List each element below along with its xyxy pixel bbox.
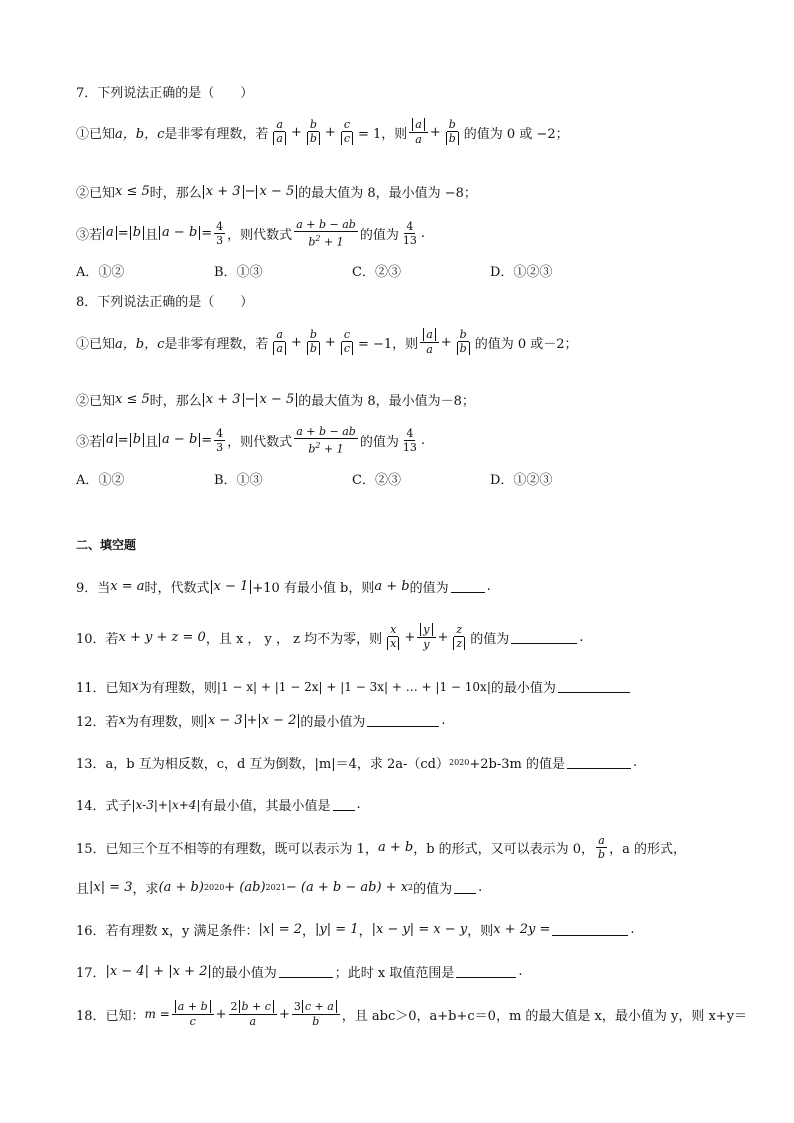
q8-s3-mid: ，则代数式	[227, 434, 293, 450]
q7-statement-1: ①已知 a，b，c 是非零有理数，若 $\frac{a}{a}$ + $\frac{b}{b}$ + $\frac{c}{c}$ = 1，则 $\frac{a}{a}$ + $\frac{b}{b}$ 的值为 0 或 −2；	[76, 118, 569, 146]
q7-s3-mid: ，则代数式	[227, 227, 293, 243]
q13-end: .	[632, 755, 638, 770]
q15-cond: |x| = 3	[89, 880, 133, 895]
fraction-4-3: $\frac{4}{3}$	[216, 426, 224, 454]
abs-a-minus-b: a − b	[159, 433, 200, 447]
q9-pre: 9．当	[76, 581, 111, 596]
q12-end: .	[441, 713, 446, 728]
q16-pre: 16．若有理数 x，y 满足条件：	[76, 924, 259, 939]
q16-sep-2: ，	[358, 924, 372, 939]
q8-s3-pre: ③若	[76, 434, 103, 450]
q12-mid: 为有理数，则	[125, 715, 204, 730]
q8-option-c[interactable]: C．②③	[352, 473, 401, 488]
q11-expression: |1 − x| + |1 − 2x| + |1 − 3x| + … + |1 − 10x|	[216, 679, 491, 694]
abs-x-minus-1: x − 1	[211, 580, 252, 594]
q7-s2-pre: ②已知	[76, 186, 116, 201]
q11-pre: 11．已知	[76, 681, 132, 696]
q7-option-d[interactable]: D．①②③	[490, 265, 553, 280]
answer-blank[interactable]	[456, 965, 516, 978]
fraction-4-13: $\frac{4}{13}$	[402, 426, 417, 454]
q7-s3-tail: 的值为	[359, 227, 399, 243]
q13-exponent: 2020	[449, 758, 470, 767]
q15-expr-1: (a + b)	[158, 880, 204, 895]
abs-a: a	[103, 433, 117, 447]
q12-var: x	[118, 713, 126, 728]
answer-blank[interactable]	[558, 680, 630, 693]
q8-s1-mid: 是非零有理数，若	[164, 336, 269, 352]
fraction-b-over-abs-b-2: $\frac{b}{b}$	[454, 328, 473, 356]
fraction-abs-a-over-a: $\frac{a}{a}$	[409, 118, 428, 146]
fraction-z-over-abs-z: $\frac{z}{z}$	[450, 623, 468, 651]
q15-line2-a: 且	[76, 882, 90, 897]
q16	[76, 920, 634, 939]
q8-heading	[76, 291, 253, 310]
answer-blank[interactable]	[333, 798, 355, 811]
q9-tail: 的值为	[409, 581, 449, 596]
q11-tail: 的最小值为	[490, 681, 556, 696]
fraction-3abs-c-plus-a-over-b: $\frac{3 c + a}{b}$	[292, 1000, 340, 1028]
answer-blank[interactable]	[511, 631, 577, 644]
q7-heading-text: 7．下列说法正确的是（ ）	[76, 86, 254, 101]
abs-x-minus-5: x − 5	[256, 393, 297, 407]
q16-expr: x + 2y =	[493, 922, 551, 937]
q14-expression: |x-3|+|x+4|	[131, 797, 201, 812]
q17	[76, 962, 523, 981]
q16-sep-1: ，	[302, 924, 316, 939]
q9-mid: 时，代数式	[144, 581, 210, 596]
q10-mid: ，且 x ， y ， z 均不为零，则	[205, 631, 383, 647]
answer-blank[interactable]	[367, 714, 439, 727]
q14	[76, 795, 361, 814]
q15-expr-2: + (ab)	[224, 880, 266, 895]
fraction-x-over-abs-x: $\frac{x}{x}$	[384, 623, 402, 651]
q18-tail: ，且 abc＞0，a+b+c＝0，m 的最大值是 x，最小值为 y，则 x+y＝	[341, 1008, 748, 1024]
q13-text-a: 13．a，b 互为相反数，c，d 互为倒数，|m|＝4，求 2a-（cd）	[76, 757, 449, 772]
q8-s1-eq: = −1，则	[357, 336, 419, 352]
q8-s2-mid: 时，那么	[149, 394, 202, 409]
abs-a: a	[103, 226, 117, 240]
q8-s2-pre: ②已知	[76, 394, 116, 409]
fraction-expression: $\frac{a + b - ab}{b^2 + 1}$	[296, 425, 356, 456]
q18-m: m =	[144, 1007, 170, 1021]
q15-line-1	[76, 834, 686, 861]
q7-s1-pre: ①已知	[76, 126, 116, 142]
q8-s3-tail: 的值为	[359, 434, 399, 450]
q7-s1-eq: = 1，则	[357, 126, 408, 142]
q12: 12．若 x 为有理数，则 x − 3 + x − 2 的最小值为 .	[76, 712, 446, 730]
q7-statement-3: ③若 a = b 且 a − b = $\frac{4}{3}$ ，则代数式 $\frac{a + b - ab}{b^2 + 1}$ 的值为 $\frac{4}{13}$ .	[76, 218, 425, 249]
section-heading	[76, 536, 136, 553]
q7-s3-pre: ③若	[76, 227, 103, 243]
abs-x-minus-3: x − 3	[205, 714, 246, 728]
q12-pre: 12．若	[76, 715, 119, 730]
q8-s2-cond: x ≤ 5	[115, 392, 150, 407]
q17-number: 17．	[76, 966, 106, 981]
q7-options	[76, 261, 628, 280]
fraction-c-over-abs-c: $\frac{c}{c}$	[338, 328, 356, 356]
q14-end: .	[356, 797, 361, 812]
fraction-abs-y-over-y: $\frac{y}{y}$	[417, 623, 435, 651]
abs-x-plus-3: x + 3	[203, 185, 244, 199]
fraction-abs-a-over-a: $\frac{a}{a}$	[420, 328, 439, 356]
q16-cond-3: |x − y| = x − y	[371, 922, 468, 937]
abs-x-minus-5: x − 5	[256, 185, 297, 199]
q7-option-c[interactable]: C．②③	[352, 265, 401, 280]
q8-s1-vars: a，b，c	[115, 336, 165, 352]
q14-tail: 有最小值，其最小值是	[200, 799, 331, 814]
abs-x-minus-2: x − 2	[259, 714, 300, 728]
q10-pre: 10．若	[76, 631, 119, 647]
q9-end: .	[486, 579, 491, 594]
answer-blank[interactable]	[454, 881, 476, 894]
q11-var: x	[131, 679, 139, 694]
q7-s2-tail: 的最大值为 8，最小值为 −8；	[298, 186, 477, 201]
q15-line-2	[76, 878, 482, 897]
q16-end: .	[630, 922, 635, 937]
answer-blank[interactable]	[279, 965, 333, 978]
answer-blank[interactable]	[451, 580, 485, 593]
q11	[76, 677, 632, 696]
q10: 10．若 x + y + z = 0 ，且 x ， y ， z 均不为零，则 $\frac{x}{x}$ + $\frac{y}{y}$ + $\frac{z}{z}$ 的值为 .	[76, 623, 584, 651]
abs-x-plus-3: x + 3	[203, 393, 244, 407]
q17-end: .	[518, 964, 523, 979]
q10-tail: 的值为	[470, 631, 510, 647]
q8-s1-tail: 的值为 0 或－2；	[474, 336, 578, 352]
section-heading-text: 二、填空题	[76, 538, 137, 552]
q15-exp-2: 2021	[265, 883, 286, 892]
q15-exp-3: 2	[408, 883, 414, 892]
abs-b: b	[130, 433, 144, 447]
fraction-b-over-abs-b: $\frac{b}{b}$	[304, 328, 323, 356]
fraction-a-over-b: $\frac{a}{b}$	[598, 834, 606, 861]
q15-ab: a + b	[377, 840, 414, 855]
q7-option-a[interactable]: A．①②	[76, 265, 125, 280]
fraction-b-over-abs-b: $\frac{b}{b}$	[304, 118, 323, 146]
q10-end: .	[579, 629, 584, 645]
q14-pre: 14．式子	[76, 799, 132, 814]
q8-option-a[interactable]: A．①②	[76, 473, 125, 488]
q15-end: .	[478, 880, 483, 895]
q8-option-b[interactable]: B．①③	[214, 473, 263, 488]
q7-s2-cond: x ≤ 5	[115, 184, 150, 199]
fraction-2abs-b-plus-c-over-a: $\frac{2 b + c}{a}$	[229, 1000, 277, 1028]
q7-s2-mid: 时，那么	[149, 186, 202, 201]
q8-s2-tail: 的最大值为 8，最小值为－8；	[298, 394, 475, 409]
q18-pre: 18．已知：	[76, 1008, 145, 1024]
q12-tail: 的最小值为	[300, 715, 366, 730]
q15-exp-1: 2020	[203, 883, 225, 892]
q8-options	[76, 469, 628, 488]
q16-cond-2: |y| = 1	[315, 922, 359, 937]
q7-s1-tail: 的值为 0 或 −2；	[463, 126, 569, 142]
fraction-a-over-abs-a: $\frac{a}{a}$	[270, 328, 289, 356]
q17-mid: 的最小值为	[211, 966, 277, 981]
q18: 18．已知： m = $\frac{a + b}{c}$ + $\frac{2 b + c}{a}$ + $\frac{3 c + a}{b}$ ，且 abc＞0，a+b+c＝0，m 的最大值是 x，最小值为 y，则 x+y＝	[76, 1000, 748, 1028]
q8-s1-pre: ①已知	[76, 336, 116, 352]
abs-b: b	[130, 226, 144, 240]
fraction-abs-a-plus-b-over-c: $\frac{a + b}{c}$	[172, 1000, 214, 1028]
fraction-a-over-abs-a: $\frac{a}{a}$	[270, 118, 289, 146]
q16-cond-1: |x| = 2	[258, 922, 303, 937]
q16-mid: ，则	[467, 924, 494, 939]
q13-text-b: +2b-3m 的值是	[469, 757, 565, 772]
abs-a-minus-b: a − b	[159, 226, 200, 240]
q15-line2-b: ，求	[132, 882, 159, 897]
q9-ab: a + b	[374, 579, 410, 594]
q7-s1-vars: a，b，c	[115, 126, 165, 142]
fraction-expression: $\frac{a + b - ab}{b^2 + 1}$	[296, 218, 356, 249]
q13	[76, 753, 637, 772]
answer-blank[interactable]	[552, 923, 628, 936]
answer-blank[interactable]	[567, 756, 631, 769]
fraction-b-over-abs-b-2: $\frac{b}{b}$	[443, 118, 462, 146]
q11-mid: 为有理数，则	[138, 681, 217, 696]
q15-line1-b: ，b 的形式，又可以表示为 0，	[413, 842, 595, 857]
q10-cond: x + y + z = 0	[118, 629, 206, 645]
q17-mid2: ；此时 x 取值范围是	[334, 966, 455, 981]
q7-option-b[interactable]: B．①③	[214, 265, 263, 280]
q9-expr-tail: +10 有最小值 b，则	[252, 581, 375, 596]
q17-expr: |x − 4| + |x + 2|	[105, 964, 212, 979]
q15-tail: 的值为	[413, 882, 453, 897]
q8-heading-text: 8．下列说法正确的是（ ）	[76, 295, 254, 310]
fraction-c-over-abs-c: $\frac{c}{c}$	[338, 118, 356, 146]
q15-line1-a: 15．已知三个互不相等的有理数，既可以表示为 1，	[76, 842, 378, 857]
q8-statement-3: ③若 a = b 且 a − b = $\frac{4}{3}$ ，则代数式 $\frac{a + b - ab}{b^2 + 1}$ 的值为 $\frac{4}{13}$ .	[76, 425, 425, 456]
q7-statement-2: ②已知 x ≤ 5 时，那么 x + 3 − x − 5 的最大值为 8，最小值为 −8；	[76, 183, 477, 201]
q8-option-d[interactable]: D．①②③	[490, 473, 553, 488]
q8-statement-2: ②已知 x ≤ 5 时，那么 x + 3 − x − 5 的最大值为 8，最小值为－8；	[76, 391, 475, 409]
q7-s1-mid: 是非零有理数，若	[164, 126, 269, 142]
q7-heading	[76, 82, 253, 101]
fraction-4-3: $\frac{4}{3}$	[216, 219, 224, 247]
q15-expr-3: − (a + b − ab) + x	[285, 880, 409, 895]
q15-line1-c: ，a 的形式，	[609, 842, 686, 857]
q9-cond: x = a	[110, 579, 145, 594]
q9	[76, 577, 491, 596]
fraction-4-13: $\frac{4}{13}$	[402, 219, 417, 247]
q8-statement-1: ①已知 a，b，c 是非零有理数，若 $\frac{a}{a}$ + $\frac{b}{b}$ + $\frac{c}{c}$ = −1，则 $\frac{a}{a}$ + $\frac{b}{b}$ 的值为 0 或－2；	[76, 328, 578, 356]
